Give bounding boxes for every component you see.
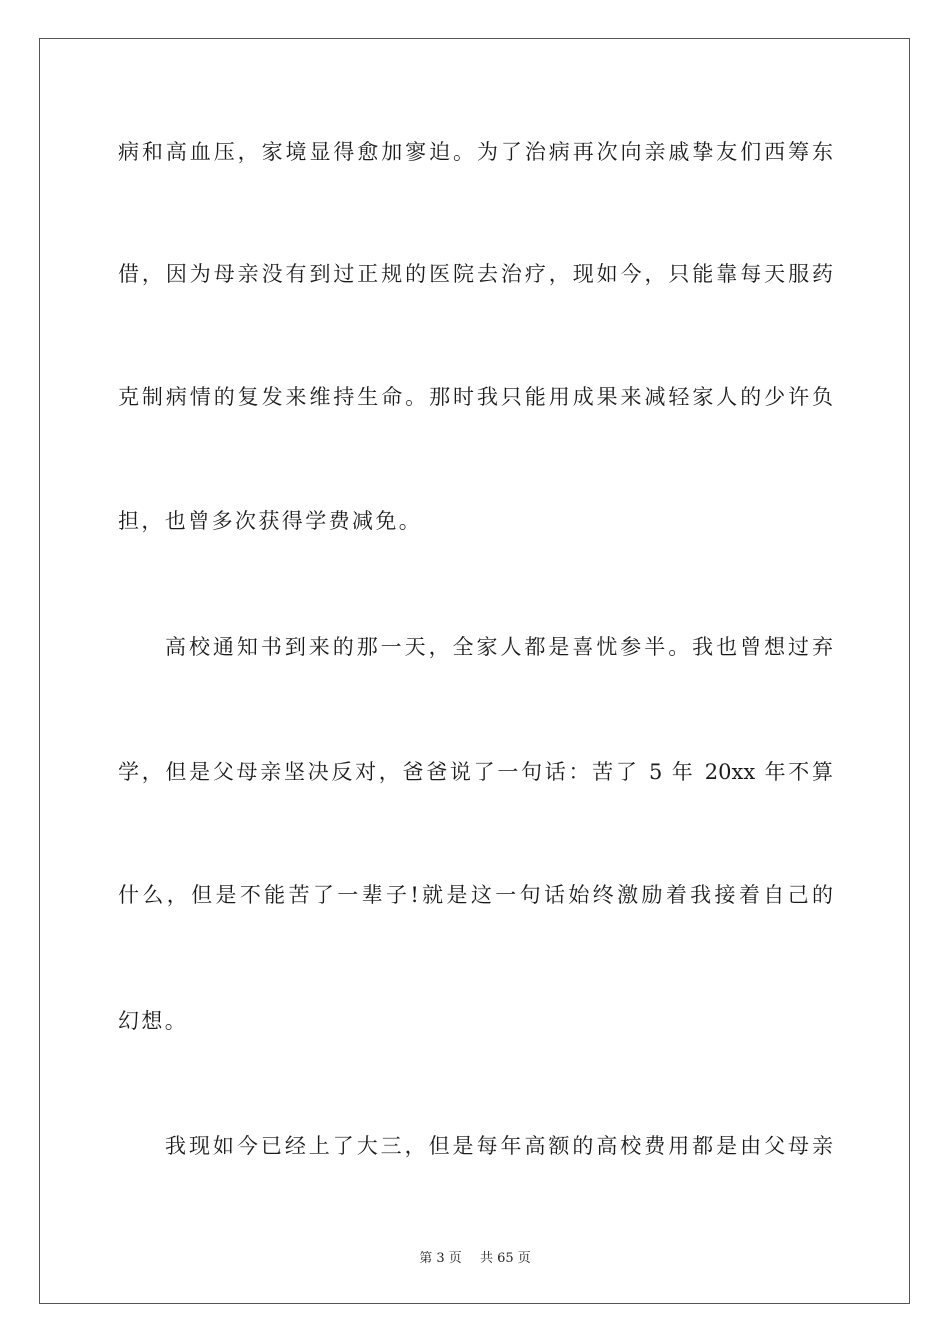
text-line: 学，但是父母亲坚决反对，爸爸说了一句话：苦了 5 年 20xx 年不算 (118, 760, 833, 784)
text-line: 克制病情的复发来维持生命。那时我只能用成果来减轻家人的少许负 (118, 385, 833, 409)
text-line: 病和高血压，家境显得愈加寥迫。为了治病再次向亲戚挚友们西筹东 (118, 140, 833, 164)
page-number: 第 3 页 (419, 1251, 462, 1266)
text-line: 什么，但是不能苦了一辈子!就是这一句话始终激励着我接着自己的 (118, 883, 833, 907)
text-line: 幻想。 (118, 1009, 189, 1033)
text-line: 担，也曾多次获得学费减免。 (118, 509, 423, 533)
paragraph-first-line: 高校通知书到来的那一天，全家人都是喜忧参半。我也曾想过弃 (165, 635, 833, 659)
page-footer (0, 1247, 950, 1266)
page-total: 共 65 页 (479, 1251, 531, 1266)
paragraph-first-line: 我现如今已经上了大三，但是每年高额的高校费用都是由父母亲 (165, 1134, 833, 1158)
text-line: 借，因为母亲没有到过正规的医院去治疗，现如今，只能靠每天服药 (118, 262, 833, 286)
page-border (39, 38, 910, 1304)
